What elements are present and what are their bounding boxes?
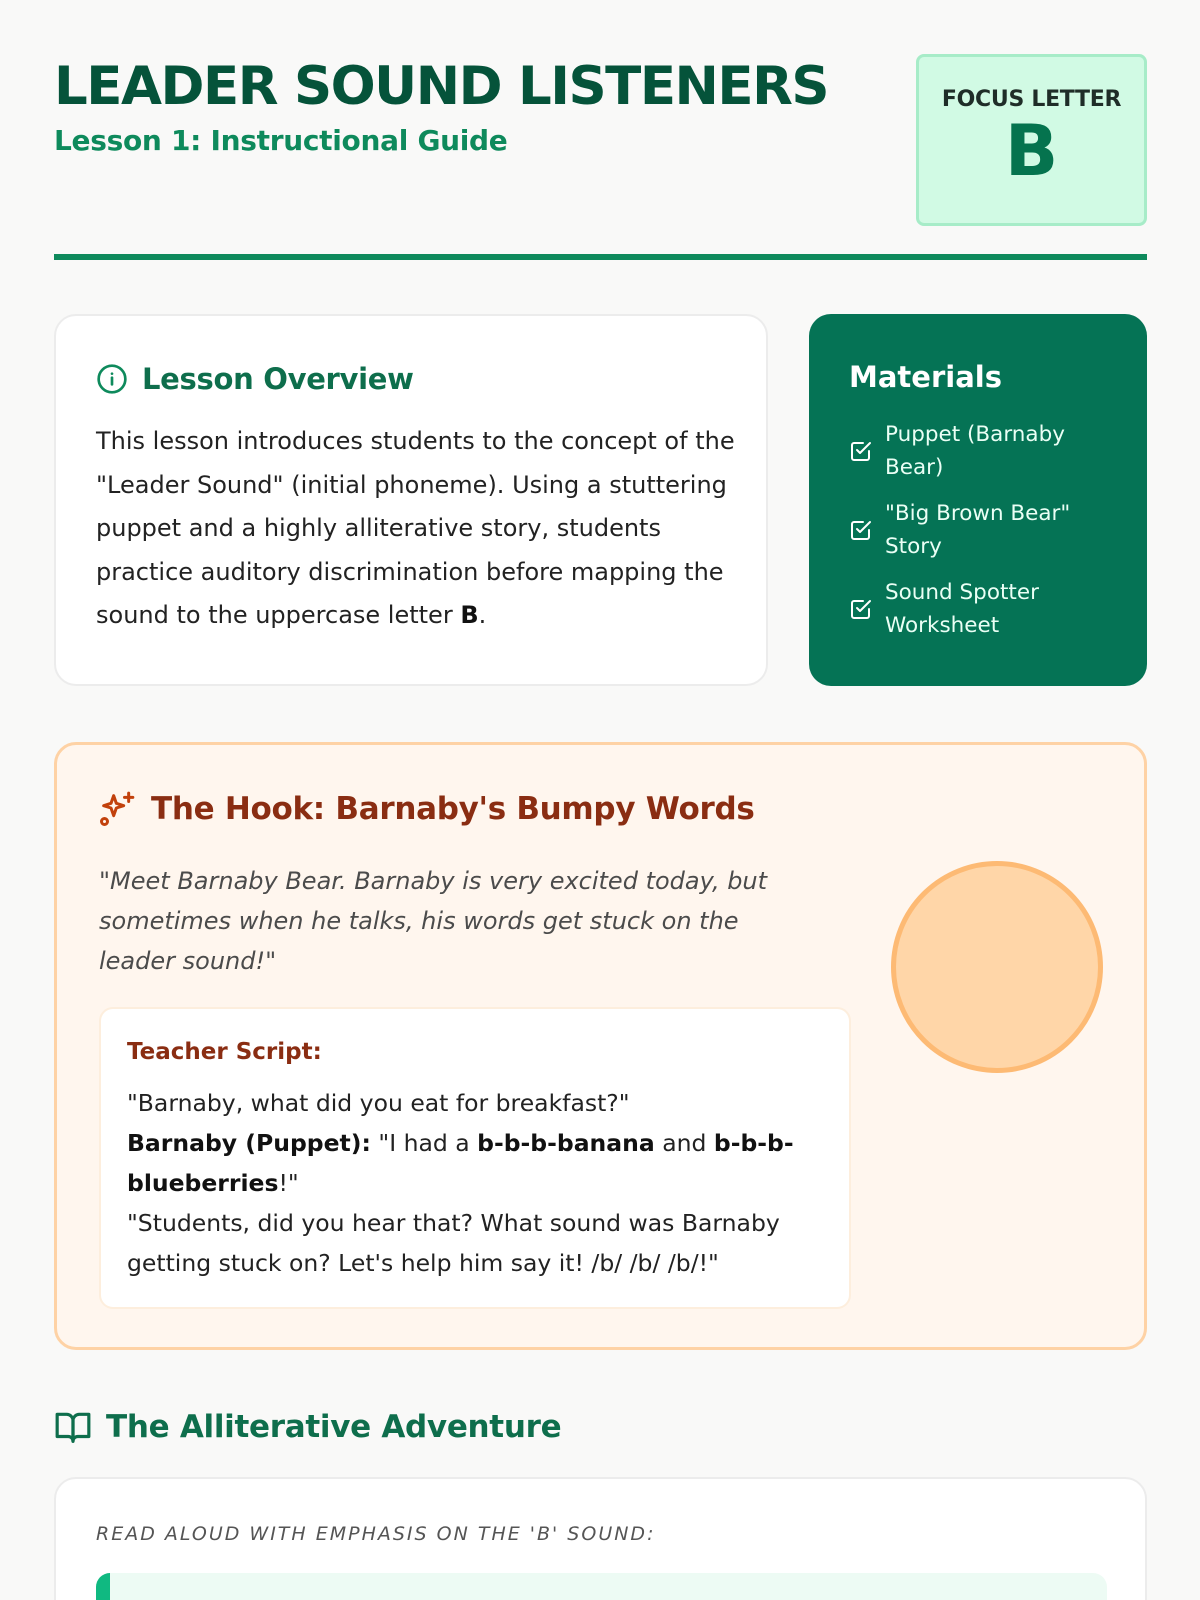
materials-item xyxy=(849,576,1129,642)
teacher-script-label: Teacher Script: xyxy=(127,1039,322,1065)
story-callout xyxy=(96,1573,1107,1600)
page-subtitle: Lesson 1: Instructional Guide xyxy=(54,124,508,157)
script-text: "I had a xyxy=(370,1129,478,1157)
overview-text-bold-letter: B xyxy=(460,601,479,629)
materials-item xyxy=(849,497,1129,563)
focus-letter-badge xyxy=(916,54,1147,226)
script-speaker: Barnaby (Puppet): xyxy=(127,1129,371,1157)
adventure-title: The Alliterative Adventure xyxy=(106,1409,562,1445)
focus-letter-label: FOCUS LETTER xyxy=(941,87,1122,112)
adventure-card xyxy=(54,1477,1147,1600)
overview-text-main: This lesson introduces students to the concept of the "Leader Sound" (initial phoneme). Using a stuttering puppet and a highly alliterative story, students practice auditory discrimination before mapping the sound to the uppercase letter xyxy=(96,427,735,629)
overview-text-end: . xyxy=(478,601,487,629)
materials-item-label: Sound Spotter Worksheet xyxy=(885,580,1039,638)
page-header xyxy=(54,52,1147,262)
teacher-script-body xyxy=(127,1083,827,1283)
open-book-icon xyxy=(54,1408,92,1446)
script-stutter-word: b-b-b-banana xyxy=(477,1129,655,1157)
materials-title: Materials xyxy=(849,360,1002,394)
sparkles-icon xyxy=(97,789,137,829)
checkbox-icon xyxy=(849,518,873,542)
script-line-teacher-prompt: "Students, did you hear that? What sound was Barnaby getting stuck on? Let's help him say it! /b/ /b/ /b/!" xyxy=(127,1209,780,1277)
hook-header xyxy=(97,789,755,829)
info-circle-icon xyxy=(96,363,128,395)
lesson-overview-text xyxy=(96,420,736,638)
page-title: LEADER SOUND LISTENERS xyxy=(54,56,829,117)
script-text: and xyxy=(654,1129,714,1157)
adventure-instruction: READ ALOUD WITH EMPHASIS ON THE 'B' SOUND: xyxy=(96,1523,656,1545)
materials-item xyxy=(849,418,1129,484)
header-divider xyxy=(54,254,1147,260)
materials-item-label: Puppet (Barnaby Bear) xyxy=(885,422,1065,480)
hook-card xyxy=(54,742,1147,1350)
focus-letter-value: B xyxy=(1004,110,1059,192)
materials-list xyxy=(849,418,1129,655)
lesson-overview-title: Lesson Overview xyxy=(142,362,414,396)
checkbox-icon xyxy=(849,439,873,463)
hook-quote: "Meet Barnaby Bear. Barnaby is very excited today, but sometimes when he talks, his words get stuck on the leader sound!" xyxy=(99,867,768,975)
materials-card xyxy=(809,314,1147,686)
lesson-overview-header xyxy=(96,362,414,396)
script-line-teacher-question: "Barnaby, what did you eat for breakfast?" xyxy=(127,1089,630,1117)
script-text: !" xyxy=(278,1169,299,1197)
hook-title: The Hook: Barnaby's Bumpy Words xyxy=(151,791,755,827)
adventure-header xyxy=(54,1408,561,1446)
puppet-placeholder-circle xyxy=(891,861,1103,1073)
lesson-page xyxy=(54,0,1147,1600)
script-stutter-word: b-b-b-blueberries xyxy=(127,1129,794,1197)
lesson-overview-card xyxy=(54,314,768,686)
script-line-puppet-answer xyxy=(127,1123,827,1203)
checkbox-icon xyxy=(849,597,873,621)
materials-item-label: "Big Brown Bear" Story xyxy=(885,501,1071,559)
teacher-script-box xyxy=(99,1007,851,1309)
